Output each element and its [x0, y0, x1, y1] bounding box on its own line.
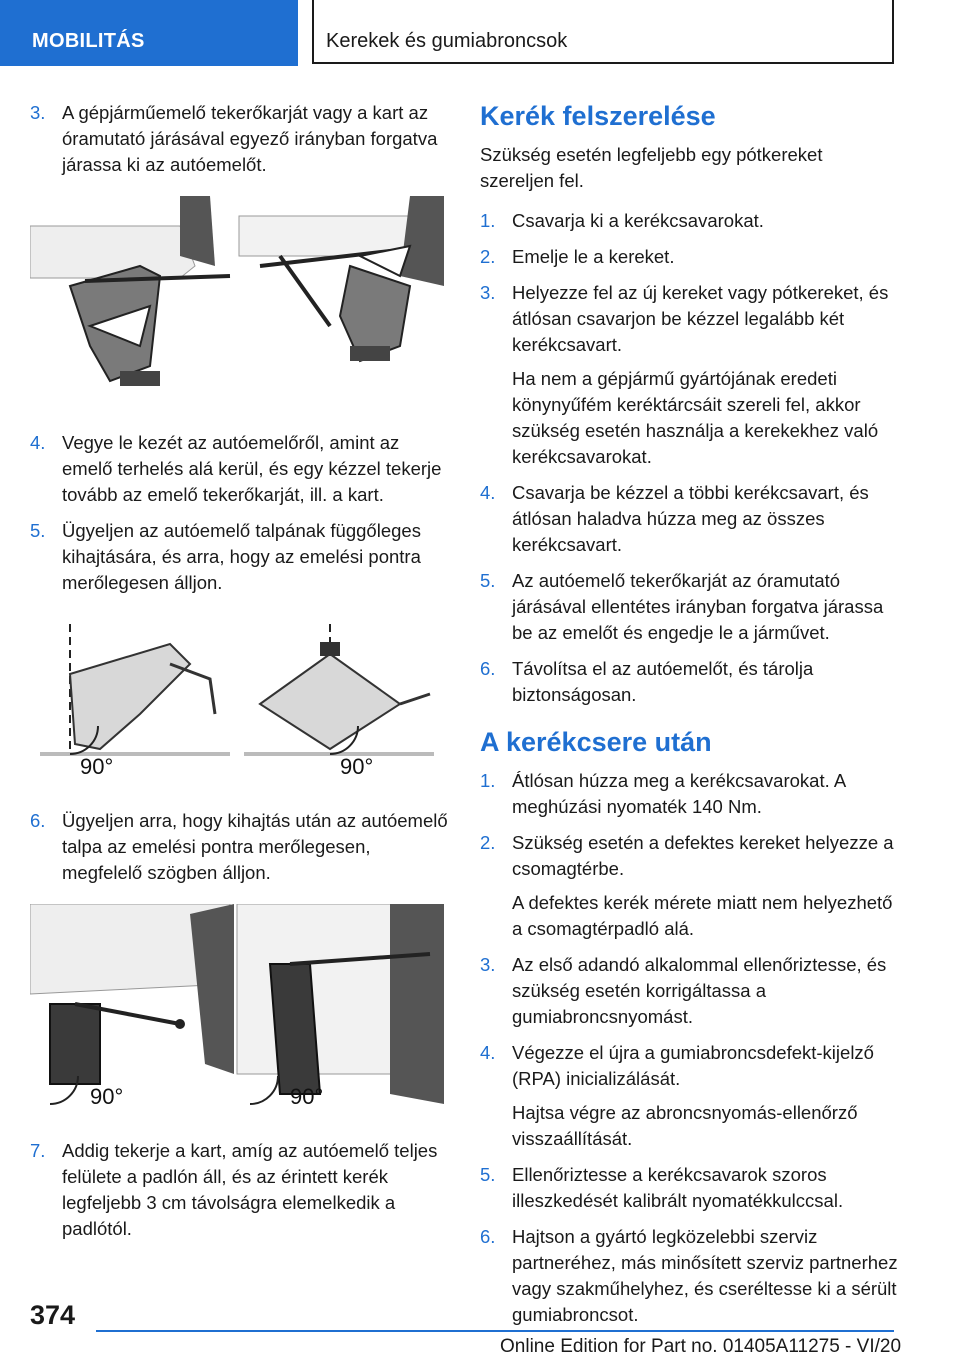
right-column — [480, 100, 900, 1338]
step-number: 7. — [30, 1140, 46, 1161]
steps-d — [30, 1138, 450, 1242]
step-note: Hajtsa végre az abroncsnyomás-ellenőrző visszaállítását. — [512, 1102, 858, 1149]
step-text: Ügyeljen arra, hogy kihajtás után az autóemelő talpa az emelési pontra merőlegesen, megfelelő szögben álljon. — [62, 810, 448, 883]
step-item — [480, 1040, 900, 1152]
step-number: 2. — [480, 246, 496, 267]
step-number: 5. — [30, 520, 46, 541]
step-number: 6. — [480, 658, 496, 679]
section-title-after: A kerékcsere után — [480, 727, 712, 757]
step-item — [480, 1224, 900, 1328]
angle-label-left: 90° — [80, 754, 114, 779]
steps-after — [480, 768, 900, 1328]
step-item — [480, 830, 900, 942]
step-item — [480, 568, 900, 646]
steps-mounting — [480, 208, 900, 708]
figure-jack-angle — [30, 614, 444, 784]
step-text: Végezze el újra a gumiabroncsdefekt-kijelző (RPA) inicializálását. — [512, 1042, 874, 1089]
step-item — [480, 656, 900, 708]
step-number: 3. — [480, 954, 496, 975]
step-number: 5. — [480, 1164, 496, 1185]
step-text: Ügyeljen az autóemelő talpának függőleges kihajtására, és arra, hogy az emelési pontra merőlegesen álljon. — [62, 520, 421, 593]
step-text: Távolítsa el az autóemelőt, és tárolja biztonságosan. — [512, 658, 814, 705]
step-text: Helyezze fel az új kereket vagy pótkereket, és átlósan csavarjon be kézzel legalább két kerékcsavart. — [512, 282, 889, 355]
figure-jack-crank — [30, 196, 444, 406]
step-item — [30, 1138, 450, 1242]
step-item — [30, 518, 450, 596]
step-number: 3. — [480, 282, 496, 303]
step-number: 4. — [480, 482, 496, 503]
step-number: 4. — [30, 432, 46, 453]
step-item — [480, 952, 900, 1030]
step-item — [480, 208, 900, 234]
step-number: 1. — [480, 770, 496, 791]
step-text: Átlósan húzza meg a kerékcsavarokat. A meghúzási nyomaték 140 Nm. — [512, 770, 846, 817]
step-note: Ha nem a gépjármű gyártójának eredeti könynyűfém keréktárcsáit szereli fel, akkor szükség esetén használja a kerekekhez való kerékcsavarokat. — [512, 368, 879, 467]
step-number: 2. — [480, 832, 496, 853]
header-chapter-box — [312, 0, 894, 64]
angle-label-right: 90° — [340, 754, 374, 779]
step-text: Az első adandó alkalommal ellenőriztesse, és szükség esetén korrigáltassa a gumiabroncsnyomást. — [512, 954, 887, 1027]
steps-a — [30, 100, 450, 178]
step-note: A defektes kerék mérete miatt nem helyezhető a csomagtérpadló alá. — [512, 892, 893, 939]
step-text: Csavarja ki a kerékcsavarokat. — [512, 210, 764, 231]
figure-jack-lifted — [30, 904, 444, 1114]
step-text: Szükség esetén a defektes kereket helyezze a csomagtérbe. — [512, 832, 894, 879]
step-number: 1. — [480, 210, 496, 231]
step-text: Addig tekerje a kart, amíg az autóemelő teljes felülete a padlón áll, és az érintett kerék legfeljebb 3 cm távolságra elemelkedik a padlótól. — [62, 1140, 438, 1239]
step-item — [30, 430, 450, 508]
header-section-tab — [0, 0, 298, 66]
step-number: 6. — [480, 1226, 496, 1247]
step-item — [480, 280, 900, 470]
steps-c — [30, 808, 450, 886]
step-text: Csavarja be kézzel a többi kerékcsavart, és átlósan haladva húzza meg az összes kerékcsavart. — [512, 482, 869, 555]
step-item — [480, 1162, 900, 1214]
left-column — [30, 100, 450, 1252]
step-text: Az autóemelő tekerőkarját az óramutató járásával ellentétes irányban forgatva járassa be az emelőt és engedje le a járművet. — [512, 570, 884, 643]
step-text: Vegye le kezét az autóemelőről, amint az emelő terhelés alá kerül, és egy kézzel tekerje tovább az emelő tekerőkarját, ill. a kart. — [62, 432, 442, 505]
steps-b — [30, 430, 450, 596]
angle-label-lifted-left: 90° — [90, 1084, 124, 1109]
angle-label-lifted-right: 90° — [290, 1084, 324, 1109]
step-item — [30, 100, 450, 178]
section-intro-mounting: Szükség esetén legfeljebb egy pótkereket szereljen fel. — [480, 144, 823, 191]
footer-divider — [96, 1330, 894, 1332]
section-title-mounting: Kerék felszerelése — [480, 101, 716, 131]
step-item — [480, 768, 900, 820]
step-text: A gépjárműemelő tekerőkarját vagy a kart az óramutató járásával egyező irányban forgatva járassa ki az autóemelőt. — [62, 102, 438, 175]
step-item — [30, 808, 450, 886]
step-text: Ellenőriztesse a kerékcsavarok szoros illeszkedését kalibrált nyomatékkulccsal. — [512, 1164, 844, 1211]
footer-edition: Online Edition for Part no. 01405A11275 - VI/20 — [500, 1336, 902, 1357]
header-section-label: MOBILITÁS — [32, 30, 145, 52]
step-item — [480, 244, 900, 270]
step-number: 3. — [30, 102, 46, 123]
step-number: 6. — [30, 810, 46, 831]
step-item — [480, 480, 900, 558]
step-text: Hajtson a gyártó legközelebbi szerviz partneréhez, más minősített szerviz partnerhez vagy szakműhelyhez, és cseréltesse ki a sérült gumiabroncsot. — [512, 1226, 898, 1325]
step-number: 4. — [480, 1042, 496, 1063]
step-number: 5. — [480, 570, 496, 591]
page-number: 374 — [30, 1300, 76, 1330]
step-text: Emelje le a kereket. — [512, 246, 675, 267]
header-chapter-label: Kerekek és gumiabroncsok — [326, 30, 568, 52]
